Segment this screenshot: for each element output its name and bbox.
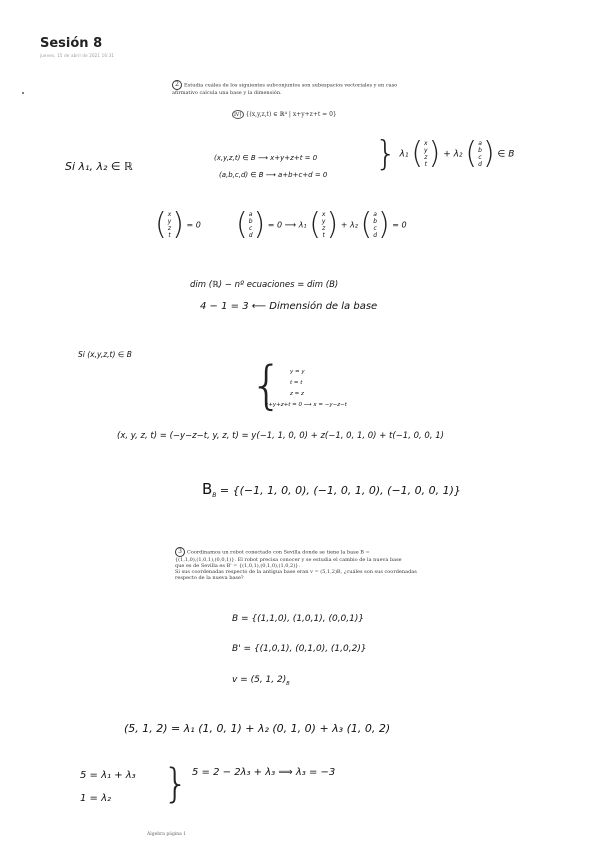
basis-result: $B_B = \{(-1$, 1, 0, 0), (−1, 0, 1, 0), (−1, 0, 0, 1)} — [202, 480, 461, 500]
change-of-basis-combination: (5, 1, 2) = λ₁ (1, 0, 1) + λ₂ (0, 1, 0) + λ₃ (1, 0, 2) — [124, 722, 391, 735]
equation-2: 1 = λ₂ — [80, 793, 112, 804]
system-row: z = z — [290, 391, 304, 397]
linear-combination: } λ₁ ( x y z t ) + λ₂ ( a b c d ) ∈ B — [375, 134, 515, 174]
problem-2-subitem-text: {(x,y,z,t) ∈ ℝ⁴ | x+y+z+t = 0} — [245, 111, 337, 118]
condition-xyzt: (x,y,z,t) ∈ B ⟶ x+y+z+t = 0 — [214, 154, 318, 162]
problem-3-line4: Si sus coordenadas respecto de la antigua base eran v = (5,1,2)B, ¿cuáles son sus coordenadas — [175, 569, 417, 575]
problem-2-text: Estudia cuáles de los siguientes subconjuntos son subespacios vectoriales y en caso afirmativo calcula una base y la dimensión. — [172, 82, 398, 96]
equation-1: 5 = λ₁ + λ₃ — [80, 770, 136, 781]
page-title: Sesión 8 — [40, 36, 103, 51]
problem-3-number: 3 — [175, 547, 185, 557]
problem-3-line3: que es de Sevilla es B' = {(1,0,1),(0,1,0),(1,0,2)}. — [175, 563, 300, 569]
problem-3-line2: {(1,1,0),(1,0,1),(0,0,1)}. El robot precisa conocer y se estudia el cambio de la nueva base — [175, 557, 402, 563]
page-dateline: jueves, 15 de abril de 2021 16:31 — [40, 53, 115, 58]
condition-abcd: (a,b,c,d) ∈ B ⟶ a+b+c+d = 0 — [219, 171, 328, 179]
vector-xyzt: ( x y z t ) — [411, 136, 441, 171]
combo-in-B: ∈ B — [497, 149, 515, 160]
problem-3-statement — [175, 547, 455, 581]
dimension-values: 4 − 1 = 3 ⟵ Dimensión de la base — [200, 301, 378, 312]
si-lambdas-line: Si λ₁, λ₂ ∈ ℝ — [65, 160, 133, 173]
problem-2-subitem-label: iv) — [234, 111, 242, 118]
system-brace: } — [163, 761, 189, 807]
vector-abcd: ( a b c d ) — [465, 136, 495, 171]
system-row: t = t — [290, 380, 303, 386]
base-B-prime: B' = {(1,0,1), (0,1,0), (1,0,2)} — [232, 644, 367, 654]
lambda3-result: 5 = 2 − 2λ₃ + λ₃ ⟹ λ₃ = −3 — [192, 767, 336, 778]
vector-v: v = (5, 1, $2)_B$ — [232, 675, 290, 687]
problem-2-subitem — [232, 112, 337, 118]
problem-3-line5: respecto de la nueva base? — [175, 575, 244, 581]
problem-2-number: 2 — [172, 80, 182, 90]
problem-2-statement — [172, 80, 408, 96]
combo-lambda1: λ₁ — [399, 149, 409, 160]
vector-xyzt-eq-zero: ( x y z t ) = 0 — [155, 207, 201, 242]
vector-abcd-eq-zero: ( a b c d ) = 0 ⟶ λ₁ ( x y z t ) + λ₂ ( a b c d ) = 0 — [236, 207, 407, 242]
system-row: x+y+z+t = 0 ⟶ x = −y−z−t — [265, 402, 347, 408]
page-footer: Álgebra página 1 — [147, 832, 187, 837]
si-xyzt-in-B: Si (x,y,z,t) ∈ B — [78, 350, 132, 359]
system-row: y = y — [290, 369, 305, 375]
parametric-decomposition: (x, y, z, t) = (−y−z−t, y, z, t) = y(−1, 1, 0, 0) + z(−1, 0, 1, 0) + t(−1, 0, 0, 1) — [117, 431, 444, 441]
dimension-formula: dim (ℝ) − nº ecuaciones = dim (B) — [190, 280, 339, 290]
base-B: B = {(1,1,0), (1,0,1), (0,0,1)} — [232, 614, 365, 624]
combo-plus-lambda2: + λ₂ — [443, 149, 463, 160]
margin-dot — [22, 92, 24, 94]
problem-3-line1: Coordinamos un robot conectado con Sevilla donde se tiene la base B = — [187, 549, 370, 556]
